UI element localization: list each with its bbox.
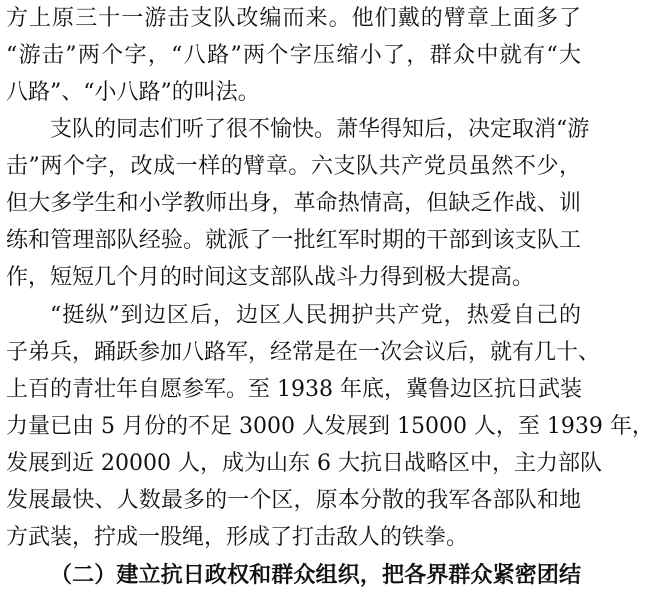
paragraph-2-line-3: 但大多学生和小学教师出身，革命热情高，但缺乏作战、训: [6, 191, 581, 216]
paragraph-2-line-1: 支队的同志们听了很不愉快。萧华得知后，决定取消“游: [50, 117, 590, 142]
paragraph-1-line-1: 方上原三十一游击支队改编而来。他们戴的臂章上面多了: [6, 6, 581, 31]
paragraph-3-line-1: “挺纵”到边区后，边区人民拥护共产党，热爱自己的: [50, 303, 581, 328]
paragraph-3-line-3: 上百的青壮年自愿参军。至 1938 年底，冀鲁边区抗日武装: [6, 377, 582, 402]
paragraph-3-line-4: 力量已由 5 月份的不足 3000 人发展到 15000 人，至 1939 年，: [6, 414, 654, 439]
paragraph-2-line-5: 作，短短几个月的时间这支部队战斗力得到极大提高。: [6, 265, 535, 290]
document-page: [6, 0, 654, 593]
paragraph-1-line-3: 八路”、“小八路”的叫法。: [6, 80, 260, 105]
paragraph-3-line-7: 方武装，拧成一股绳，形成了打击敌人的铁拳。: [6, 525, 469, 550]
paragraph-3-line-2: 子弟兵，踊跃参加八路军，经常是在一次会议后，就有几十、: [6, 340, 601, 365]
paragraph-2-line-4: 练和管理部队经验。就派了一批红军时期的干部到该支队工: [6, 228, 581, 253]
paragraph-2-line-2: 击”两个字，改成一样的臂章。六支队共产党员虽然不少，: [6, 154, 581, 179]
paragraph-3-line-5: 发展到近 20000 人，成为山东 6 大抗日战略区中，主力部队: [6, 451, 602, 476]
section-heading: （二）建立抗日政权和群众组织，把各界群众紧密团结: [50, 562, 581, 588]
paragraph-1-line-2: “游击”两个字，“八路”两个字压缩小了，群众中就有“大: [6, 43, 581, 68]
paragraph-3-line-6: 发展最快、人数最多的一个区，原本分散的我军各部队和地: [6, 488, 581, 513]
